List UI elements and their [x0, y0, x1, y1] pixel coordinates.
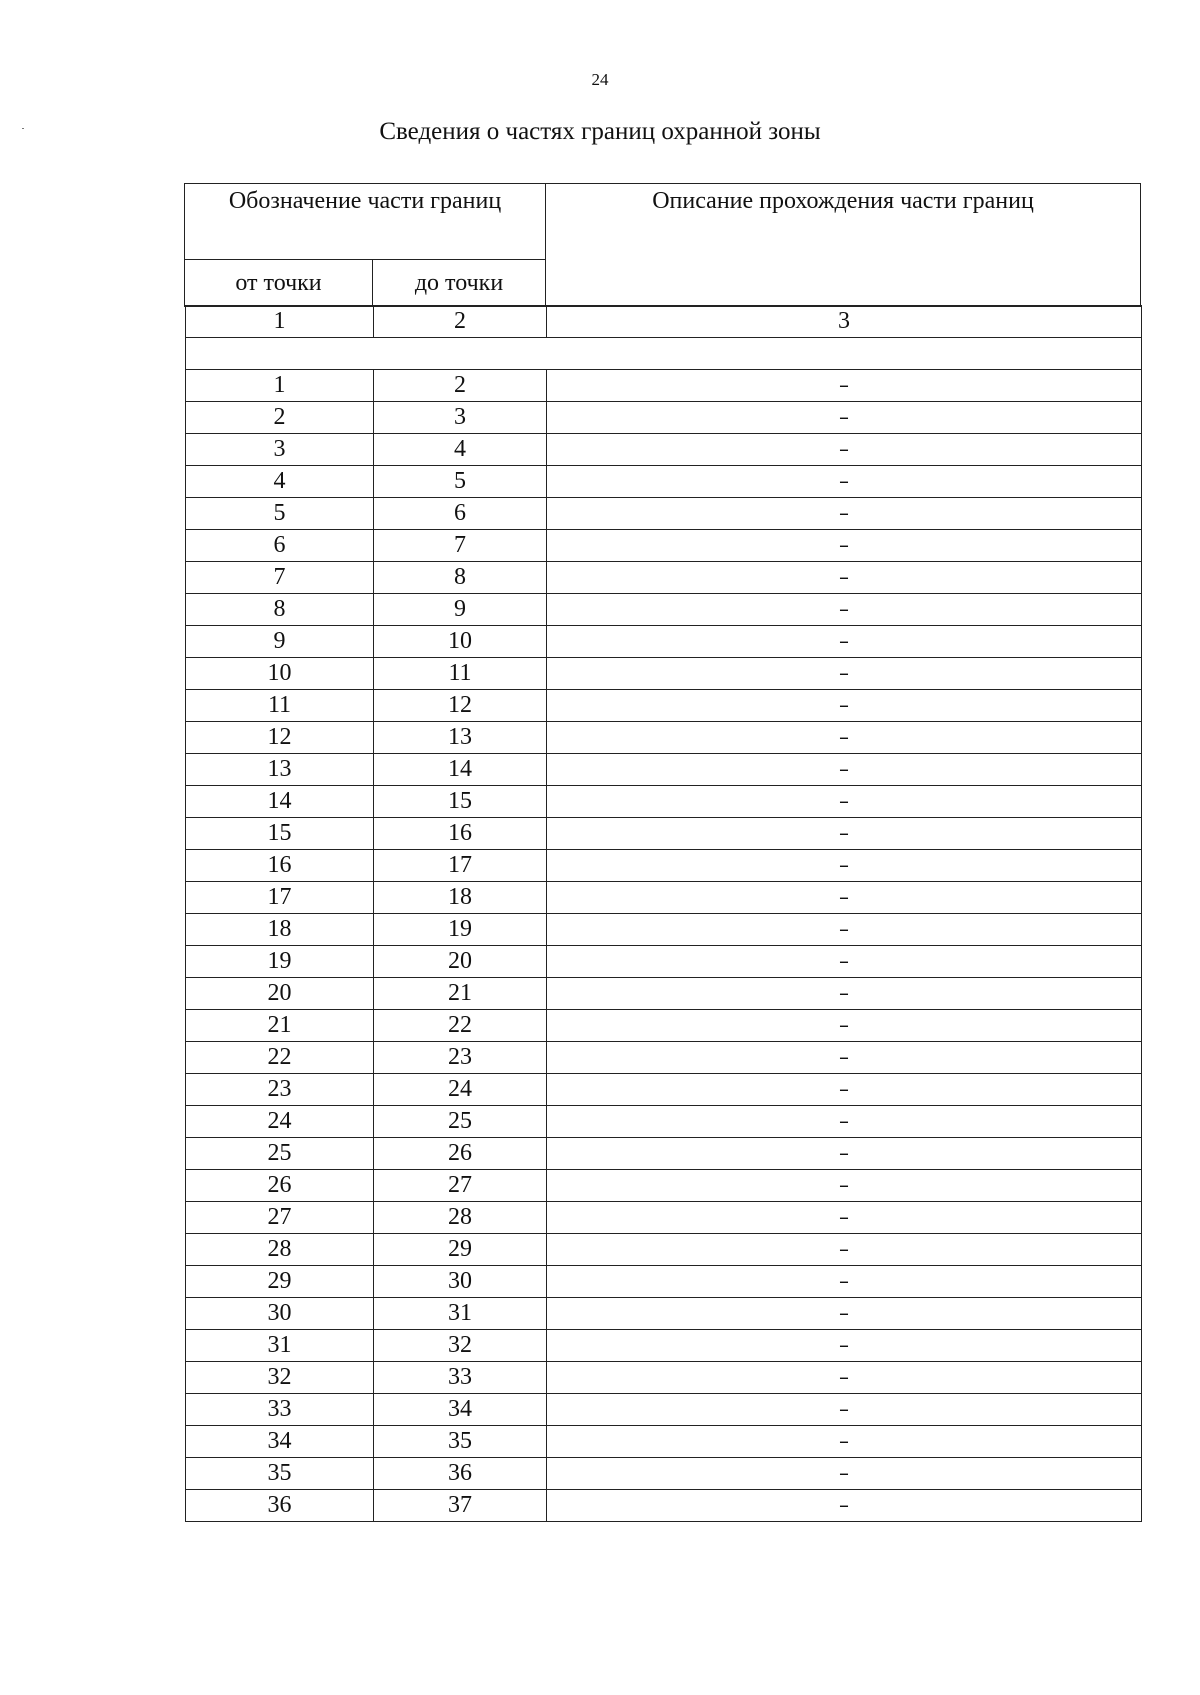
document-title: Сведения о частях границ охранной зоны: [379, 118, 821, 145]
to-point-cell: 25: [374, 1106, 547, 1138]
description-cell: –: [547, 1426, 1142, 1458]
from-point-cell: 15: [186, 818, 374, 850]
table-row: [186, 594, 1142, 626]
table-row: [186, 1074, 1142, 1106]
description-cell: –: [547, 850, 1142, 882]
column-number: 2: [374, 306, 547, 338]
description-cell: –: [547, 978, 1142, 1010]
description-cell: –: [547, 1170, 1142, 1202]
from-point-cell: 10: [186, 658, 374, 690]
description-cell: –: [547, 402, 1142, 434]
table-row: [186, 1010, 1142, 1042]
from-point-cell: 36: [186, 1490, 374, 1522]
from-point-cell: 2: [186, 402, 374, 434]
table-row: [186, 498, 1142, 530]
from-point-cell: 34: [186, 1426, 374, 1458]
to-point-cell: 35: [374, 1426, 547, 1458]
to-point-cell: 33: [374, 1362, 547, 1394]
table-row: [186, 626, 1142, 658]
table-row: [186, 722, 1142, 754]
from-point-cell: 5: [186, 498, 374, 530]
table-row: [186, 1426, 1142, 1458]
to-point-cell: 15: [374, 786, 547, 818]
to-point-cell: 20: [374, 946, 547, 978]
description-cell: –: [547, 818, 1142, 850]
description-cell: –: [547, 1106, 1142, 1138]
description-cell: –: [547, 1138, 1142, 1170]
from-point-cell: 24: [186, 1106, 374, 1138]
to-point-cell: 28: [374, 1202, 547, 1234]
from-point-cell: 33: [186, 1394, 374, 1426]
from-point-cell: 18: [186, 914, 374, 946]
boundary-table-header: [184, 183, 1141, 307]
description-cell: –: [547, 466, 1142, 498]
from-point-cell: 25: [186, 1138, 374, 1170]
to-point-cell: 21: [374, 978, 547, 1010]
header-to-point: до точки: [373, 260, 546, 307]
description-cell: –: [547, 434, 1142, 466]
description-cell: –: [547, 1266, 1142, 1298]
to-point-cell: 10: [374, 626, 547, 658]
column-number-row: [186, 306, 1142, 338]
table-body: [186, 306, 1142, 1522]
description-cell: –: [547, 498, 1142, 530]
table-row: [186, 370, 1142, 402]
description-cell: –: [547, 626, 1142, 658]
table-row: [186, 1394, 1142, 1426]
to-point-cell: 6: [374, 498, 547, 530]
from-point-cell: 11: [186, 690, 374, 722]
boundary-parts-table: [185, 305, 1142, 1522]
to-point-cell: 13: [374, 722, 547, 754]
description-cell: –: [547, 1074, 1142, 1106]
section-row: [186, 338, 1142, 370]
from-point-cell: 23: [186, 1074, 374, 1106]
description-cell: –: [547, 1362, 1142, 1394]
table-row: [186, 1106, 1142, 1138]
table-row: [186, 1138, 1142, 1170]
table-row: [186, 818, 1142, 850]
description-cell: –: [547, 658, 1142, 690]
to-point-cell: 16: [374, 818, 547, 850]
table-row: [186, 946, 1142, 978]
table-row: [186, 786, 1142, 818]
section-label: [186, 338, 1142, 370]
to-point-cell: 3: [374, 402, 547, 434]
table-row: [186, 850, 1142, 882]
table-row: [186, 754, 1142, 786]
from-point-cell: 3: [186, 434, 374, 466]
from-point-cell: 13: [186, 754, 374, 786]
description-cell: –: [547, 1234, 1142, 1266]
from-point-cell: 16: [186, 850, 374, 882]
to-point-cell: 17: [374, 850, 547, 882]
table-row: [186, 1042, 1142, 1074]
column-number: 1: [186, 306, 374, 338]
description-cell: –: [547, 882, 1142, 914]
table-row: [186, 1330, 1142, 1362]
table-row: [186, 690, 1142, 722]
from-point-cell: 20: [186, 978, 374, 1010]
to-point-cell: 7: [374, 530, 547, 562]
to-point-cell: 31: [374, 1298, 547, 1330]
description-cell: –: [547, 754, 1142, 786]
from-point-cell: 26: [186, 1170, 374, 1202]
table-row: [186, 402, 1142, 434]
header-from-point: от точки: [185, 260, 373, 307]
from-point-cell: 6: [186, 530, 374, 562]
table-row: [186, 1170, 1142, 1202]
from-point-cell: 14: [186, 786, 374, 818]
to-point-cell: 11: [374, 658, 547, 690]
from-point-cell: 22: [186, 1042, 374, 1074]
to-point-cell: 9: [374, 594, 547, 626]
from-point-cell: 29: [186, 1266, 374, 1298]
table-row: [186, 978, 1142, 1010]
to-point-cell: 34: [374, 1394, 547, 1426]
table-row: [186, 1298, 1142, 1330]
table-row: [186, 434, 1142, 466]
table-row: [186, 562, 1142, 594]
table-row: [186, 914, 1142, 946]
description-cell: –: [547, 370, 1142, 402]
from-point-cell: 12: [186, 722, 374, 754]
table-row: [186, 530, 1142, 562]
table-row: [186, 1362, 1142, 1394]
table-row: [186, 466, 1142, 498]
from-point-cell: 21: [186, 1010, 374, 1042]
table-row: [186, 1266, 1142, 1298]
from-point-cell: 30: [186, 1298, 374, 1330]
description-cell: –: [547, 1330, 1142, 1362]
to-point-cell: 26: [374, 1138, 547, 1170]
to-point-cell: 37: [374, 1490, 547, 1522]
to-point-cell: 8: [374, 562, 547, 594]
from-point-cell: 17: [186, 882, 374, 914]
column-number: 3: [547, 306, 1142, 338]
table-row: [186, 1490, 1142, 1522]
header-part-description: Описание прохождения части границ: [546, 184, 1141, 307]
description-cell: –: [547, 690, 1142, 722]
description-cell: –: [547, 594, 1142, 626]
from-point-cell: 27: [186, 1202, 374, 1234]
description-cell: –: [547, 1298, 1142, 1330]
description-cell: –: [547, 946, 1142, 978]
description-cell: –: [547, 1202, 1142, 1234]
from-point-cell: 1: [186, 370, 374, 402]
description-cell: –: [547, 1394, 1142, 1426]
to-point-cell: 22: [374, 1010, 547, 1042]
to-point-cell: 12: [374, 690, 547, 722]
description-cell: –: [547, 914, 1142, 946]
to-point-cell: 5: [374, 466, 547, 498]
from-point-cell: 28: [186, 1234, 374, 1266]
to-point-cell: 18: [374, 882, 547, 914]
from-point-cell: 8: [186, 594, 374, 626]
to-point-cell: 30: [374, 1266, 547, 1298]
description-cell: –: [547, 1042, 1142, 1074]
description-cell: –: [547, 1490, 1142, 1522]
description-cell: –: [547, 1458, 1142, 1490]
table-row: [186, 1202, 1142, 1234]
from-point-cell: 4: [186, 466, 374, 498]
description-cell: –: [547, 722, 1142, 754]
to-point-cell: 14: [374, 754, 547, 786]
table-row: [186, 1458, 1142, 1490]
table-row: [186, 882, 1142, 914]
description-cell: –: [547, 786, 1142, 818]
description-cell: –: [547, 530, 1142, 562]
from-point-cell: 32: [186, 1362, 374, 1394]
from-point-cell: 7: [186, 562, 374, 594]
to-point-cell: 29: [374, 1234, 547, 1266]
to-point-cell: 4: [374, 434, 547, 466]
description-cell: –: [547, 562, 1142, 594]
table-row: [186, 1234, 1142, 1266]
header-part-designation: Обозначение части границ: [185, 184, 546, 260]
from-point-cell: 35: [186, 1458, 374, 1490]
from-point-cell: 31: [186, 1330, 374, 1362]
to-point-cell: 23: [374, 1042, 547, 1074]
description-cell: –: [547, 1010, 1142, 1042]
to-point-cell: 2: [374, 370, 547, 402]
to-point-cell: 27: [374, 1170, 547, 1202]
to-point-cell: 32: [374, 1330, 547, 1362]
table-row: [186, 658, 1142, 690]
from-point-cell: 9: [186, 626, 374, 658]
from-point-cell: 19: [186, 946, 374, 978]
to-point-cell: 36: [374, 1458, 547, 1490]
to-point-cell: 19: [374, 914, 547, 946]
to-point-cell: 24: [374, 1074, 547, 1106]
page-number: 24: [591, 70, 609, 89]
